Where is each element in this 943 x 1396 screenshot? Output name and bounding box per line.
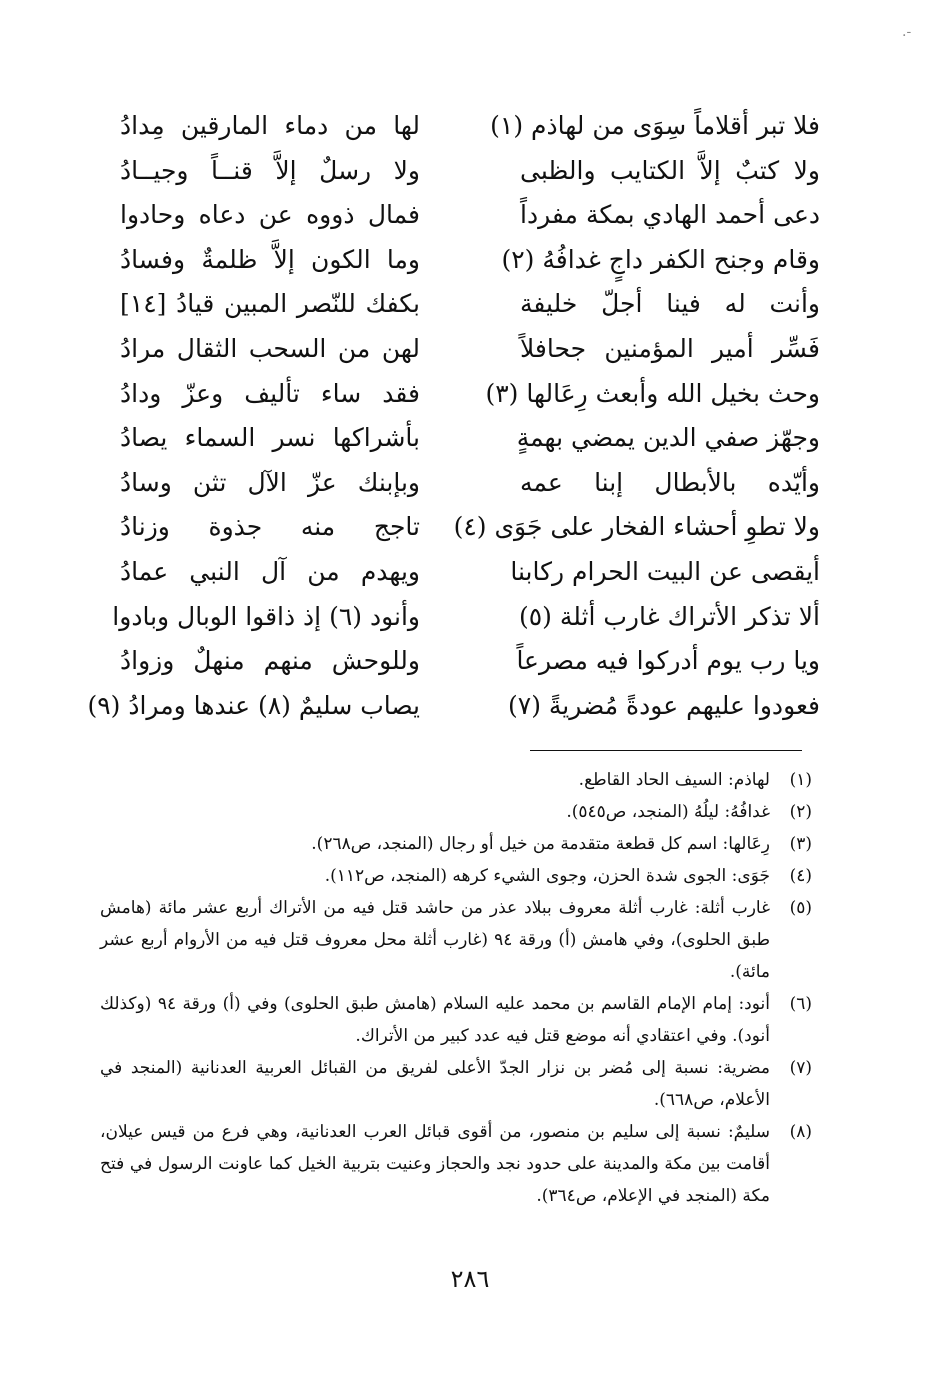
footnote bbox=[100, 764, 812, 796]
hemistich-second: لها من دماء المارقين مِدادُ bbox=[120, 111, 420, 140]
footnote-text: رِعَالها: اسم كل قطعة متقدمة من خيل أو رجال (المنجد، ص٢٦٨). bbox=[311, 834, 770, 854]
hemistich-first: فَسِّر أمير المؤمنين جحافلاً bbox=[520, 333, 820, 363]
corner-mark: -. bbox=[902, 24, 912, 40]
hemistich-first: دعى أحمد الهادي بمكة مفرداً bbox=[520, 200, 820, 230]
footnote-number: (٣) bbox=[789, 834, 812, 854]
hemistich-first: فلا تبر أقلاماً سِوَى من لهاذم (١) bbox=[490, 111, 820, 140]
hemistich-second: تاجج منه جذوة وزنادُ bbox=[120, 512, 420, 542]
hemistich-second: وللوحش منهم منهلٌ وزوادُ bbox=[120, 646, 420, 676]
footnote bbox=[100, 1052, 812, 1116]
poem bbox=[87, 104, 820, 744]
footnote-text: لهاذم: السيف الحاد القاطع. bbox=[578, 770, 770, 790]
footnote bbox=[100, 828, 812, 860]
footnote-text: سليمٌ: نسبة إلى سليم بن منصور، من أقوى قبائل العرب العدنانية، وهي فرع من قيس عيلان، أقامت بين مكة والمدينة على حدود نجد والحجاز وعنيت بتربية الخيل كما عاونت الرسول في فتح مكة (المنجد في الإعلام، ص٣٦٤). bbox=[100, 1122, 770, 1206]
hemistich-second: بكفك للنّصر المبين قيادُ [١٤] bbox=[120, 289, 420, 319]
hemistich-second: وما الكون إلاَّ ظلمةٌ وفسادُ bbox=[120, 244, 420, 274]
footnote-text: غارب أثلة: غارب أثلة معروف ببلاد عذر من حاشد قتل فيه من الأتراك أربع عشر مائة (هامش طبق الحلوى)، وفي هامش (أ) ورقة ٩٤ (غارب أثلة محل معروف قتل فيه من الأروام أربع عشر مائة). bbox=[100, 898, 770, 982]
hemistich-second: لهن من السحب الثقال مرادُ bbox=[120, 333, 420, 363]
footnote-number: (٧) bbox=[789, 1058, 812, 1078]
footnote-number: (٥) bbox=[789, 898, 812, 918]
hemistich-first: ألا تذكر الأتراك غارب أثلة (٥) bbox=[518, 601, 820, 631]
hemistich-first: وحث بخيل الله وأبعث رِعَالها (٣) bbox=[485, 378, 820, 408]
hemistich-second: ولا رسلٌ إلاَّ قنــاً وجيــادُ bbox=[120, 155, 420, 185]
hemistich-second: فقد ساء تأليف وعزّ ودادُ bbox=[120, 378, 420, 408]
footnote bbox=[100, 796, 812, 828]
footnote bbox=[100, 988, 812, 1052]
footnote-number: (١) bbox=[789, 770, 812, 790]
hemistich-second: وبإبنك عزّ الآل تثن وسادُ bbox=[120, 467, 420, 497]
hemistich-first: ويا رب يوم أدركوا فيه مصرعاً bbox=[516, 646, 820, 676]
footnote-number: (٦) bbox=[789, 994, 812, 1014]
footnote-number: (٤) bbox=[789, 866, 812, 886]
hemistich-first: وأنت له فينا أجلّ خليفة bbox=[520, 289, 820, 319]
footnote-text: غدافُهُ: ليلُهُ (المنجد، ص٥٤٥). bbox=[566, 802, 770, 822]
hemistich-first: وأيّده بالأبطال إبنا عمه bbox=[520, 467, 820, 497]
poem-first-hemistichs bbox=[453, 104, 820, 728]
footnote bbox=[100, 892, 812, 988]
hemistich-first: وقام وجنح الكفر داجٍ غدافُهُ (٢) bbox=[501, 244, 820, 274]
hemistich-second: فمال ذووه عن دعاه وحادوا bbox=[120, 200, 420, 230]
hemistich-first: ولا كتبٌ إلاَّ الكتايب والظبى bbox=[520, 155, 820, 185]
footnote bbox=[100, 860, 812, 892]
hemistich-second: يصاب سليمٌ (٨) عندها ومرادُ (٩) bbox=[87, 690, 420, 720]
page-number: ٢٨٦ bbox=[450, 1265, 490, 1293]
footnote-text: أنود: إمام الإمام القاسم بن محمد عليه السلام (هامش طبق الحلوى) وفي (أ) ورقة ٩٤ (وكذلك أنود). وفي اعتقادي أنه موضع قتل فيه عدد كبير من الأتراك. bbox=[100, 994, 770, 1046]
hemistich-second: بأشراكها نسر السماء يصادُ bbox=[120, 423, 420, 453]
hemistich-first: ولا تطوِ أحشاء الفخار على جَوَى (٤) bbox=[453, 512, 820, 542]
footnote-text: جَوَى: الجوى شدة الحزن، وجوى الشيء كرهه (المنجد، ص١١٢). bbox=[324, 866, 770, 886]
footnote bbox=[100, 1116, 812, 1212]
hemistich-second: ويهدم من آل النبي عمادُ bbox=[120, 556, 420, 586]
footnote-number: (٨) bbox=[789, 1122, 812, 1142]
footnote-separator bbox=[530, 750, 802, 751]
footnote-number: (٢) bbox=[789, 802, 812, 822]
poem-second-hemistichs bbox=[87, 104, 420, 728]
hemistich-first: أيقصى عن البيت الحرام ركابنا bbox=[510, 556, 820, 586]
hemistich-first: فعودوا عليهم عودةً مُضريةً (٧) bbox=[507, 690, 820, 720]
footnotes bbox=[100, 764, 812, 1212]
footnote-text: مضرية: نسبة إلى مُضر بن نزار الجدّ الأعلى لفريق من القبائل العربية العدنانية (المنجد في الأعلام، ص٦٦٨). bbox=[100, 1058, 770, 1110]
hemistich-first: وجهّز صفي الدين يمضي بهمةٍ bbox=[516, 423, 820, 453]
hemistich-second: وأنود (٦) إذ ذاقوا الوبال وبادوا bbox=[112, 601, 420, 631]
